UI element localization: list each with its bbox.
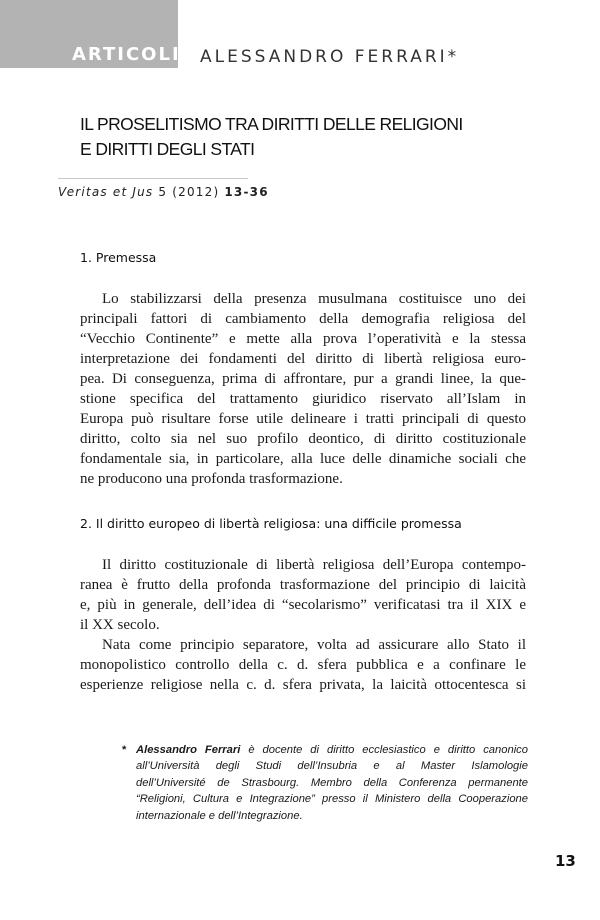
- text-line: monopolistico controllo della c. d. sfera pubblica e a confinare le: [80, 657, 526, 673]
- section-heading: 2. Il diritto europeo di libertà religiosa: una difficile promessa: [80, 516, 462, 531]
- footnote-line: [136, 742, 528, 758]
- footnote: [122, 742, 528, 824]
- text-line: esperienze religiose nella c. d. sfera privata, la laicità ottocentesca si: [80, 677, 526, 693]
- section-heading: 1. Premessa: [80, 250, 157, 265]
- text-line: diritto, colto sia nel suo profilo deontico, di diritto costituzionale: [80, 431, 526, 447]
- text-line: Nata come principio separatore, volta ad assicurare allo Stato il: [102, 637, 526, 653]
- journal-name: Veritas et Jus: [58, 185, 154, 199]
- footnote-line: internazionale e dell’Integrazione.: [136, 809, 303, 822]
- title-line: E DIRITTI DEGLI STATI: [80, 139, 255, 159]
- footnote-marker: *: [122, 744, 127, 756]
- page-range: 13-36: [224, 185, 269, 199]
- text-line: il XX secolo.: [80, 617, 160, 633]
- text-line: e, più in generale, dell’idea di “secolarismo” verificatasi tra il XIX e: [80, 597, 526, 613]
- divider: [58, 178, 248, 179]
- text-line: “Vecchio Continente” e mette alla prova l’operatività e la stessa: [80, 331, 526, 347]
- page-number: 13: [555, 852, 576, 870]
- footnote-line: dell’Université de Strasbourg. Membro della Conferenza permanente: [136, 776, 528, 789]
- author-name: ALESSANDRO FERRARI*: [200, 47, 460, 67]
- text-line: pea. Di conseguenza, prima di affrontare, pur a grandi linee, la que-: [80, 371, 526, 387]
- footnote-line: all’Università degli Studi dell’Insubria e al Master Islamologie: [136, 760, 528, 773]
- text-line: interpretazione dei fondamenti del diritto di libertà religiosa euro-: [80, 351, 526, 367]
- section-tab: [0, 0, 181, 68]
- section-body: [80, 555, 526, 695]
- text-line: Lo stabilizzarsi della presenza musulmana costituisce uno dei: [102, 291, 526, 307]
- title-line: IL PROSELITISMO TRA DIRITTI DELLE RELIGIONI: [80, 114, 463, 134]
- journal-volume-year: 5 (2012): [153, 185, 225, 199]
- text-line: stione specifica del trattamento giuridico riservato all’Islam in: [80, 391, 526, 407]
- footnote-line: “Religioni, Cultura e Integrazione” presso il Ministero della Cooperazione: [136, 793, 528, 806]
- text-line: Europa può risultare forse utile delineare i tratti principali di questo: [80, 411, 526, 427]
- journal-citation: [58, 185, 269, 199]
- section-label: ARTICOLI: [72, 44, 181, 65]
- footnote-text: è docente di diritto ecclesiastico e diritto canonico: [240, 744, 528, 756]
- text-line: principali fattori di cambiamento della demografia religiosa del: [80, 311, 526, 327]
- article-title: [80, 112, 463, 162]
- section-body: [80, 289, 526, 489]
- text-line: ranea è frutto della profonda trasformazione del principio di laicità: [80, 577, 526, 593]
- text-line: fondamentale sia, in particolare, alla luce delle dinamiche sociali che: [80, 451, 526, 467]
- footnote-author-name: Alessandro Ferrari: [136, 744, 241, 756]
- text-line: Il diritto costituzionale di libertà religiosa dell’Europa contempo-: [102, 557, 526, 573]
- text-line: ne producono una profonda trasformazione.: [80, 471, 343, 487]
